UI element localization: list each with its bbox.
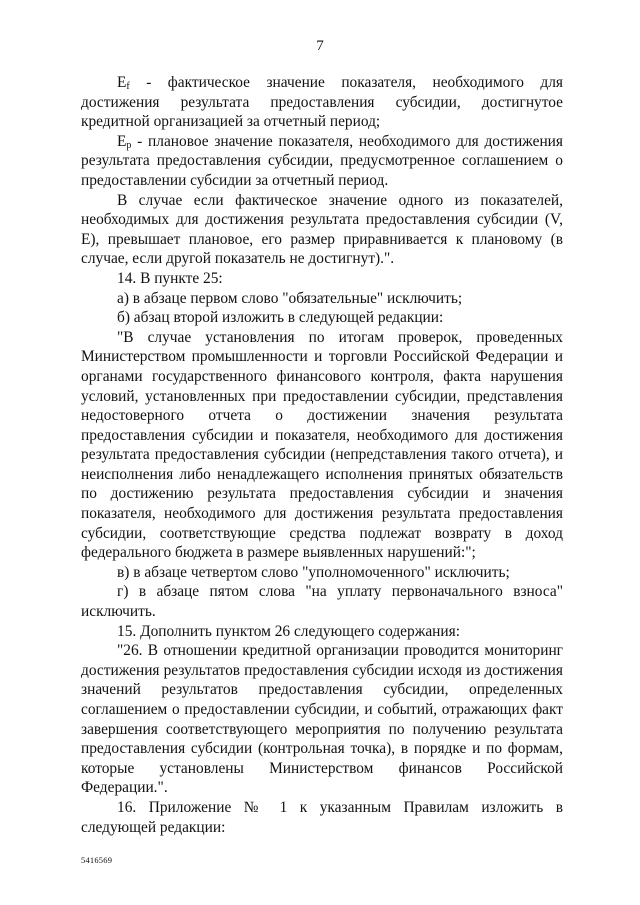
paragraph: г) в абзаце пятом слова "на уплату первоначального взноса" исключить. xyxy=(81,583,563,621)
paragraph: "26. В отношении кредитной организации проводится мониторинг достижения результатов предоставления субсидии исходя из достижения значений результатов предоставления субсидии, определенных соглашением о предоставлении субсидии, и событий, отражающих факт завершения соответствующего мероприятия по получению результата предоставления субсидии (контрольная точка), в порядке и по формам, которые установлены Министерством финансов Российской Федерации.". xyxy=(81,642,563,797)
paragraph: В случае если фактическое значение одного из показателей, необходимых для достижения результата предоставления субсидии (V, E), превышает плановое, его размер приравнивается к плановому (в случае, если другой показатель не достигнут).". xyxy=(81,191,563,268)
page-number: 7 xyxy=(316,38,324,54)
paragraph: в) в абзаце четвертом слово "уполномоченного" исключить; xyxy=(117,563,510,581)
symbol-subscript: f xyxy=(126,81,130,92)
paragraph-text: - плановое значение показателя, необходимого для достижения результата предоставления субсидии, предусмотренное соглашением о предоставлении субсидии за отчетный период. xyxy=(81,132,563,189)
paragraph: а) в абзаце первом слово "обязательные" исключить; xyxy=(117,289,463,307)
symbol-e: E xyxy=(117,74,127,91)
paragraph: "В случае установления по итогам проверок, проведенных Министерством промышленности и торговли Российской Федерации и органами государственного финансового контроля, факта нарушения условий, установленных при предоставлении субсидии, представления недостоверного отчета о достижении значения результата предоставления субсидии и показателя, необходимого для достижения результата предоставления субсидии (непредставления такого отчета), и неисполнения либо ненадлежащего исполнения принятых обязательств по достижению результата предоставления субсидии и значения показателя, необходимого для достижения результата предоставления субсидии, соответствующие средства подлежат возврату в доход федерального бюджета в размере выявленных нарушений:"; xyxy=(81,328,563,562)
paragraph: 14. В пункте 25: xyxy=(117,269,223,287)
definition-ep xyxy=(81,132,563,191)
definition-ef xyxy=(81,73,563,132)
paragraph: б) абзац второй изложить в следующей редакции: xyxy=(117,309,444,327)
symbol-e: E xyxy=(117,132,127,150)
document-body xyxy=(81,73,563,837)
paragraph-text: - фактическое значение показателя, необходимого для достижения результата предоставления субсидии, достигнутое кредитной организацией за отчетный период; xyxy=(81,74,563,131)
paragraph: 16. Приложение № 1 к указанным Правилам изложить в следующей редакции: xyxy=(81,798,563,836)
document-id: 5416569 xyxy=(81,855,113,865)
paragraph: 15. Дополнить пунктом 26 следующего содержания: xyxy=(117,622,460,640)
symbol-subscript: p xyxy=(126,139,132,151)
